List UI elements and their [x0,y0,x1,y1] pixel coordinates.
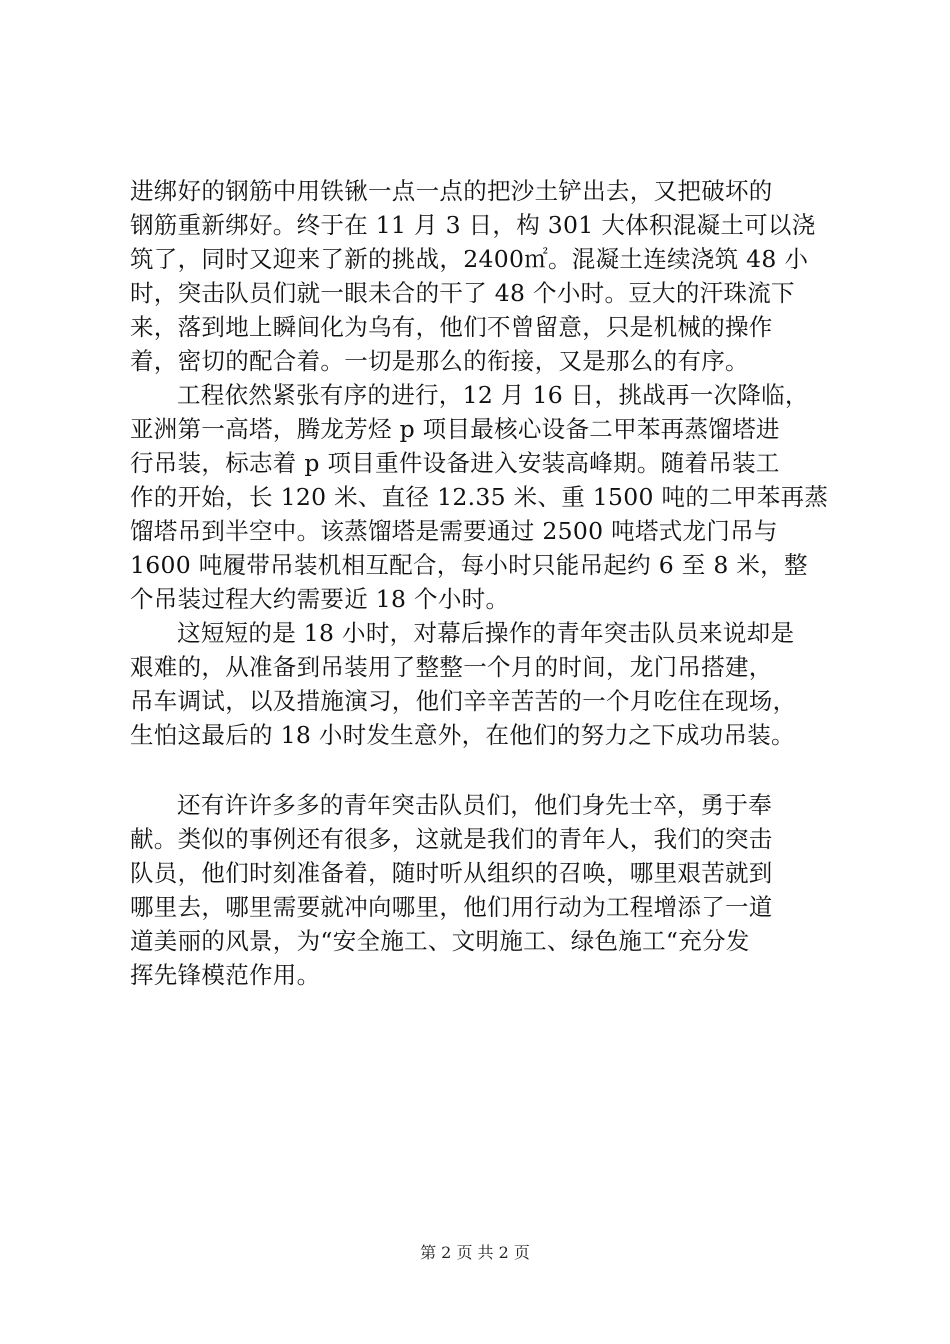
document-body [130,174,835,992]
paragraph-3: 这短短的是 18 小时，对幕后操作的青年突击队员来说却是 艰难的，从准备到吊装用了整整一个月的时间，龙门吊搭建， 吊车调试，以及措施演习，他们辛辛苦苦的一个月吃住在现场， 生怕这最后的 18 小时发生意外，在他们的努力之下成功吊装。 [130,619,797,749]
paragraph-4: 还有许许多多的青年突击队员们，他们身先士卒，勇于奉 献。类似的事例还有很多，这就是我们的青年人，我们的突击 队员，他们时刻准备着，随时听从组织的召唤，哪里艰苦就到 哪里去，哪里需要就冲向哪里，他们用行动为工程增添了一道 道美丽的风景，为“安全施工、文明施工、绿色施工“充分发 挥先锋模范作用。 [130,791,773,989]
paragraph-2: 工程依然紧张有序的进行，12 月 16 日，挑战再一次降临， 亚洲第一高塔，腾龙芳烃 p 项目最核心设备二甲苯再蒸馏塔进 行吊装，标志着 p 项目重件设备进入安装高峰期。随着吊装工 作的开始，长 120 米、直径 12.35 米、重 1500 吨的二甲苯再蒸 馏塔吊到半空中。该蒸馏塔是需要通过 2500 吨塔式龙门吊与 1600 吨履带吊装机相互配合，每小时只能吊起约 6 至 8 米，整 个吊装过程大约需要近 18 个小时。 [130,381,829,613]
paragraph-1: 进绑好的钢筋中用铁锹一点一点的把沙土铲出去，又把破坏的 钢筋重新绑好。终于在 11 月 3 日，构 301 大体积混凝土可以浇 筑了，同时又迎来了新的挑战，2400㎡。混凝土连续浇筑 48 小 时，突击队员们就一眼未合的干了 48 个小时。豆大的汗珠流下 来，落到地上瞬间化为乌有，他们不曾留意，只是机械的操作 着，密切的配合着。一切是那么的衔接，又是那么的有序。 [130,177,816,375]
page-footer: 第 2 页 共 2 页 [420,1243,530,1262]
